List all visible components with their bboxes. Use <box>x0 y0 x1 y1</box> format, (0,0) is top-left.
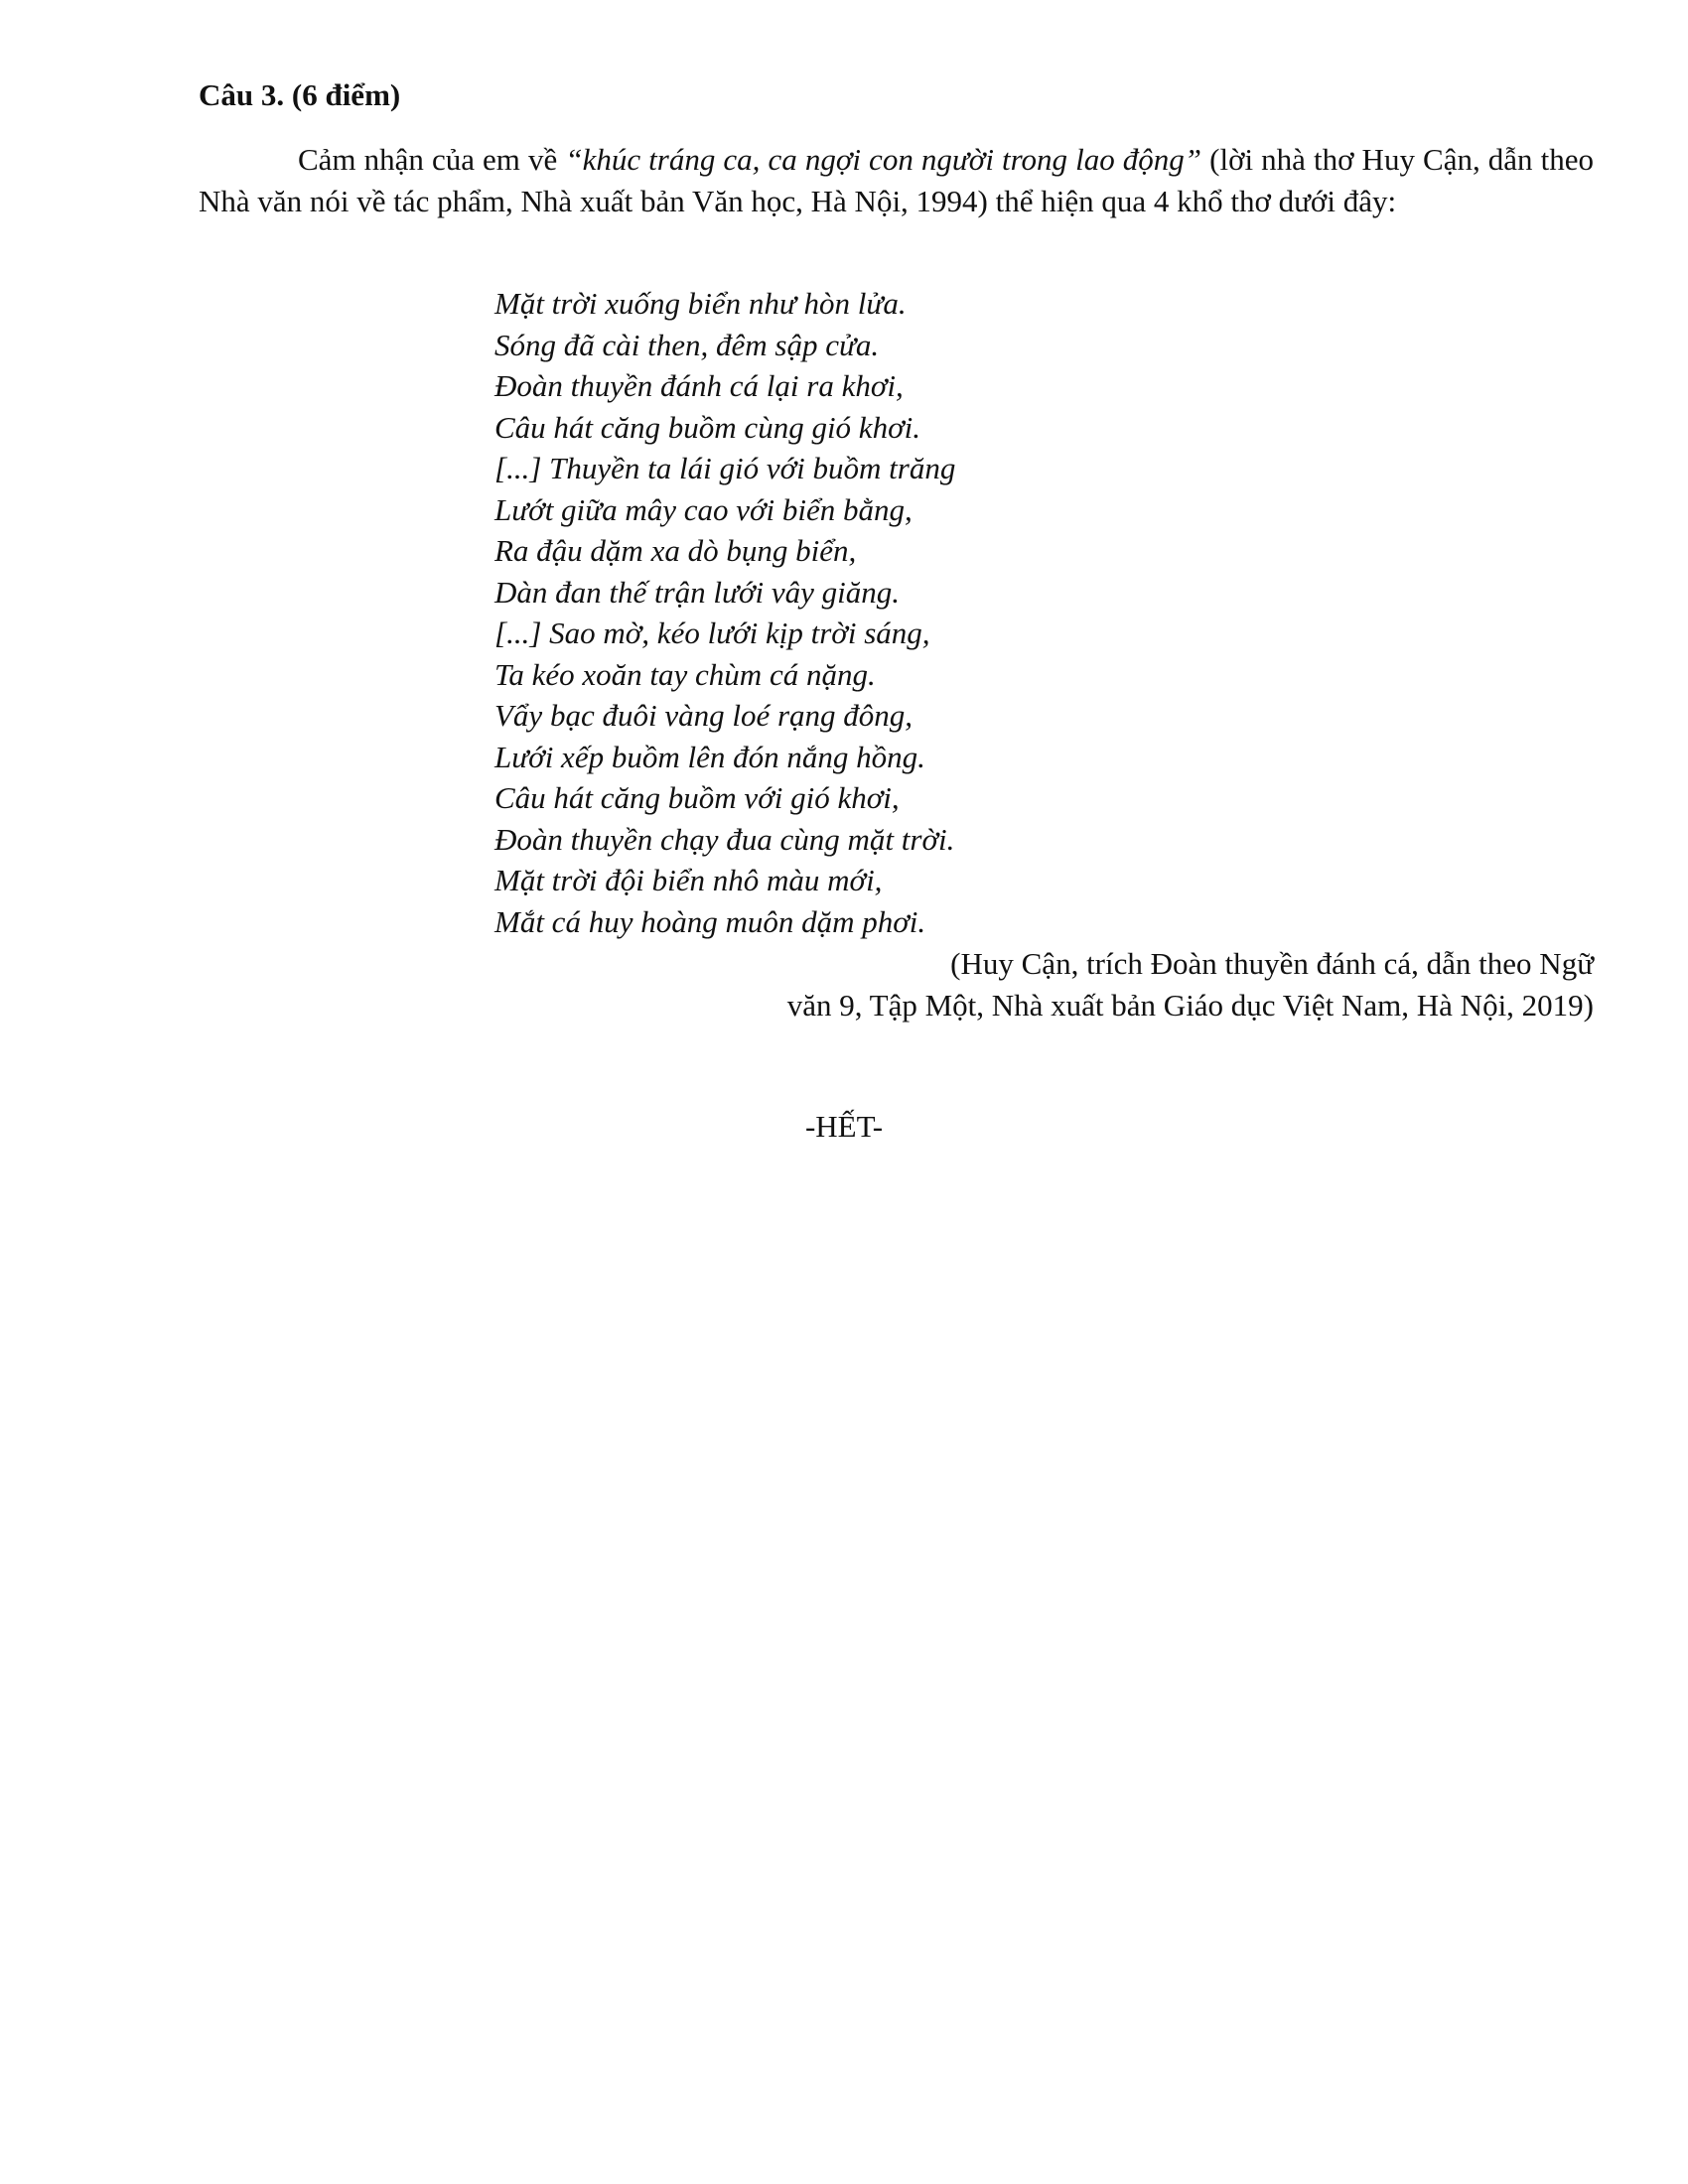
poem-line: Sóng đã cài then, đêm sập cửa. <box>494 327 880 362</box>
citation-line-2: văn 9, Tập Một, Nhà xuất bản Giáo dục Việt Nam, Hà Nội, 2019) <box>786 988 1594 1023</box>
poem-line: [...] Sao mờ, kéo lưới kịp trời sáng, <box>494 615 930 650</box>
poem-line: Câu hát căng buồm với gió khơi, <box>494 780 900 815</box>
prompt-trailing-text: (lời nhà thơ Huy Cận, dẫn theo Nhà văn nói về tác phẩm, Nhà xuất bản Văn học, Hà Nội, 1994) thể hiện qua 4 khổ thơ dưới đây: <box>199 142 1594 218</box>
poem-line: Ta kéo xoăn tay chùm cá nặng. <box>494 656 876 692</box>
poem-excerpt <box>494 283 955 942</box>
prompt-quote: “khúc tráng ca, ca ngợi con người trong lao động” <box>565 142 1202 177</box>
poem-line: Mặt trời xuống biển như hòn lửa. <box>494 286 907 321</box>
poem-line: Lướt giữa mây cao với biển bằng, <box>494 491 913 527</box>
prompt-lead-text: Cảm nhận của em về <box>298 142 566 177</box>
poem-citation <box>787 943 1594 1026</box>
poem-line: Câu hát căng buồm cùng gió khơi. <box>494 409 920 445</box>
poem-line: Mặt trời đội biển nhô màu mới, <box>494 863 883 897</box>
poem-line: Mắt cá huy hoàng muôn dặm phơi. <box>494 903 926 939</box>
question-heading: Câu 3. (6 điểm) <box>199 77 401 112</box>
poem-line: Ra đậu dặm xa dò bụng biển, <box>494 533 857 568</box>
citation-line-1: (Huy Cận, trích Đoàn thuyền đánh cá, dẫn theo Ngữ <box>950 946 1594 981</box>
question-prompt <box>199 139 1594 222</box>
end-of-exam-mark: -HẾT- <box>804 1109 884 1144</box>
poem-line: Đoàn thuyền chạy đua cùng mặt trời. <box>494 821 955 857</box>
poem-line: Vẩy bạc đuôi vàng loé rạng đông, <box>494 698 914 733</box>
poem-line: Lưới xếp buồm lên đón nắng hồng. <box>494 739 925 774</box>
poem-line: Đoàn thuyền đánh cá lại ra khơi, <box>494 368 904 403</box>
poem-line: [...] Thuyền ta lái gió với buồm trăng <box>494 451 956 485</box>
poem-line: Dàn đan thế trận lưới vây giăng. <box>494 574 900 610</box>
